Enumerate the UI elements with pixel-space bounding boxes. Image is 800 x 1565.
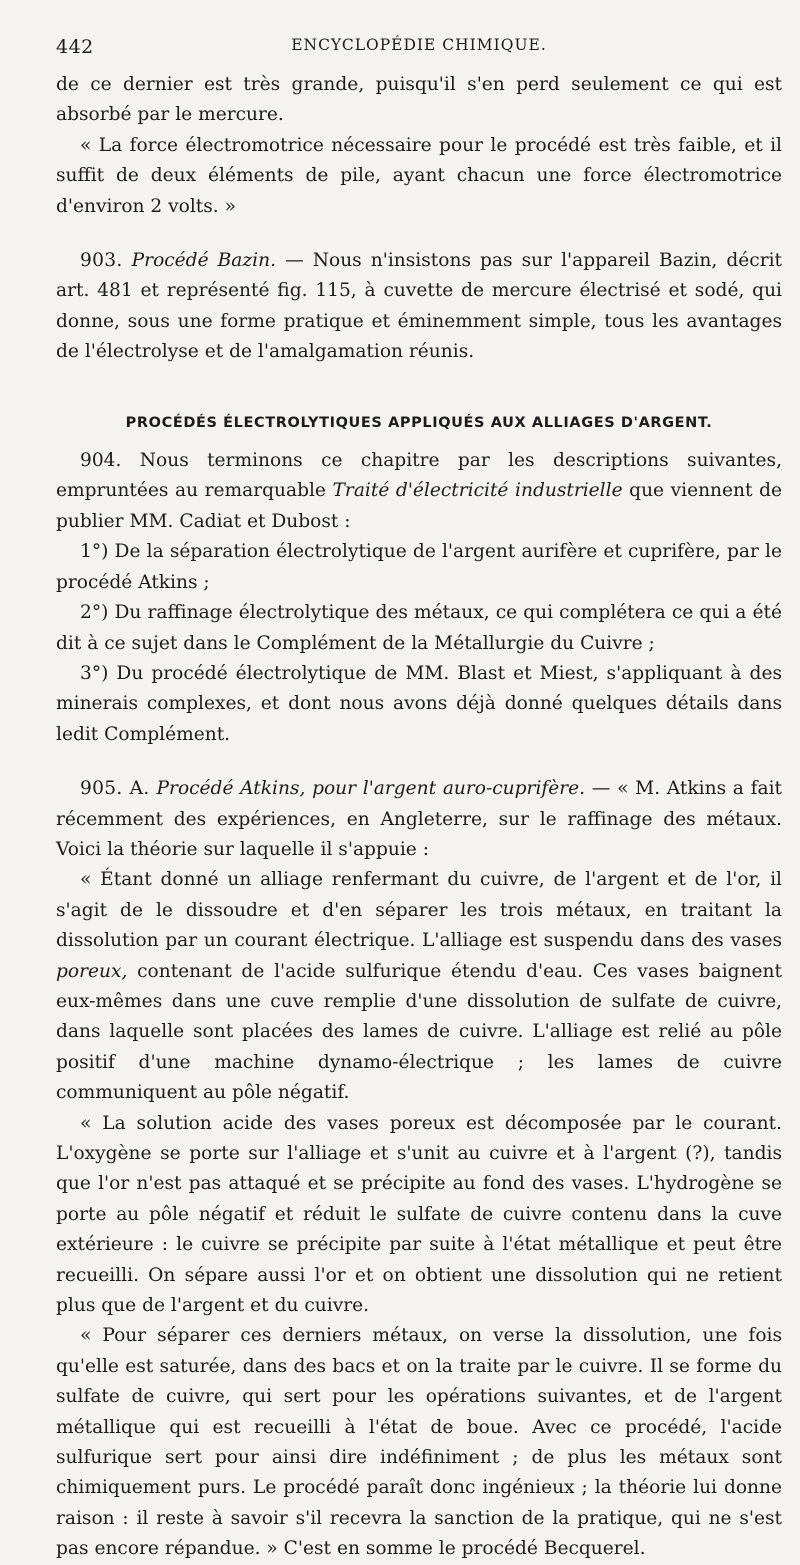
running-header [56,30,782,70]
paragraph-quote-solution: « La solution acide des vases poreux est décomposée par le courant. L'oxygène se porte sur l'alliage et s'unit au cuivre et à l'argent (?), tandis que l'or n'est pas attaqué et se précipite au fond des vases. L'hydrogène se porte au pôle négatif et réduit le sulfate de cuivre contenu dans la cuve extérieure : le cuivre se précipite par suite à l'état métallique et peut être recueilli. On sépare aussi l'or et on obtient une dissolution qui ne retient plus que de l'argent et du cuivre. [56,1112,782,1317]
list-item-3: 3°) Du procédé électrolytique de MM. Blast et Miest, s'appliquant à des minerais complexes, et dont nous avons déjà donné quelques détails dans ledit Complément. [56,662,782,745]
quote-alloy-emphasis: poreux, [56,960,128,982]
quote-alloy-part-b: contenant de l'acide sulfurique étendu d'eau. Ces vases baignent eux-mêmes dans une cuve remplie d'une dissolution de sulfate de cuivre, dans laquelle sont placées des lames de cuivre. L'alliage est relié au pôle positif d'une machine dynamo-électrique ; les lames de cuivre communiquent au pôle négatif. [56,960,782,1104]
article-title-atkins: Procédé Atkins, pour l'argent auro-cuprifère. [156,778,586,800]
running-title: ENCYCLOPÉDIE CHIMIQUE. [291,36,547,54]
paragraph-quote-alloy [56,865,782,1108]
paragraph-continuation: de ce dernier est très grande, puisqu'il s'en perd seulement ce qui est absorbé par le mercure. [56,74,782,126]
article-904-end: que viennent de publier MM. Cadiat et Dubost : [56,480,782,532]
article-title-bazin: Procédé Bazin. [131,250,277,272]
article-number-903: 903. [80,250,123,272]
book-title: Traité d'électricité industrielle [332,480,623,502]
article-number-905: 905. A. [80,778,157,800]
article-body-903: — Nous n'insistons pas sur l'appareil Bazin, décrit art. 481 et représenté fig. 115, à cuvette de mercure électrisé et sodé, qui donne, sous une forme pratique et éminemment simple, tous les avantages de l'électrolyse et de l'amalgamation réunis. [56,250,782,363]
list-item-1: 1°) De la séparation électrolytique de l'argent aurifère et cuprifère, par le procédé Atkins ; [56,541,782,593]
list-item-2: 2°) Du raffinage électrolytique des métaux, ce qui complétera ce qui a été dit à ce sujet dans le Complément de la Métallurgie du Cuivre ; [56,602,782,654]
paragraph-904 [56,446,782,537]
page-number: 442 [56,36,94,58]
quote-alloy-part-a: « Étant donné un alliage renfermant du cuivre, de l'argent et de l'or, il s'agit de le dissoudre et d'en séparer les trois métaux, en traitant la dissolution par un courant électrique. L'alliage est suspendu dans des vases [56,869,782,952]
section-heading: PROCÉDÉS ÉLECTROLYTIQUES APPLIQUÉS AUX ALLIAGES D'ARGENT. [125,414,713,431]
paragraph-905 [56,774,782,865]
paragraph-quote-separation: « Pour séparer ces derniers métaux, on verse la dissolution, une fois qu'elle est saturée, dans des bacs et on la traite par le cuivre. Il se forme du sulfate de cuivre, qui sert pour les opérations suivantes, et de l'argent métallique qui est recueilli à l'état de boue. Avec ce procédé, l'acide sulfurique sert pour ainsi dire indéfiniment ; de plus les métaux sont chimiquement purs. Le procédé paraît donc ingénieux ; la théorie lui donne raison : il reste à savoir s'il recevra la sanction de la pratique, qui ne s'est pas encore répandue. » C'est en somme le procédé Becquerel. [56,1325,782,1560]
paragraph-quote-force: « La force électromotrice nécessaire pour le procédé est très faible, et il suffit de deux éléments de pile, ayant chacun une force électromotrice d'environ 2 volts. » [56,134,782,217]
article-904-intro: 904. Nous terminons ce chapitre par les descriptions suivantes, empruntées au remarquable [56,450,782,502]
paragraph-903 [56,246,782,368]
article-body-905: — « M. Atkins a fait récemment des expériences, en Angleterre, sur le raffinage des métaux. Voici la théorie sur laquelle il s'appuie : [56,778,782,860]
body-text [56,70,782,1565]
